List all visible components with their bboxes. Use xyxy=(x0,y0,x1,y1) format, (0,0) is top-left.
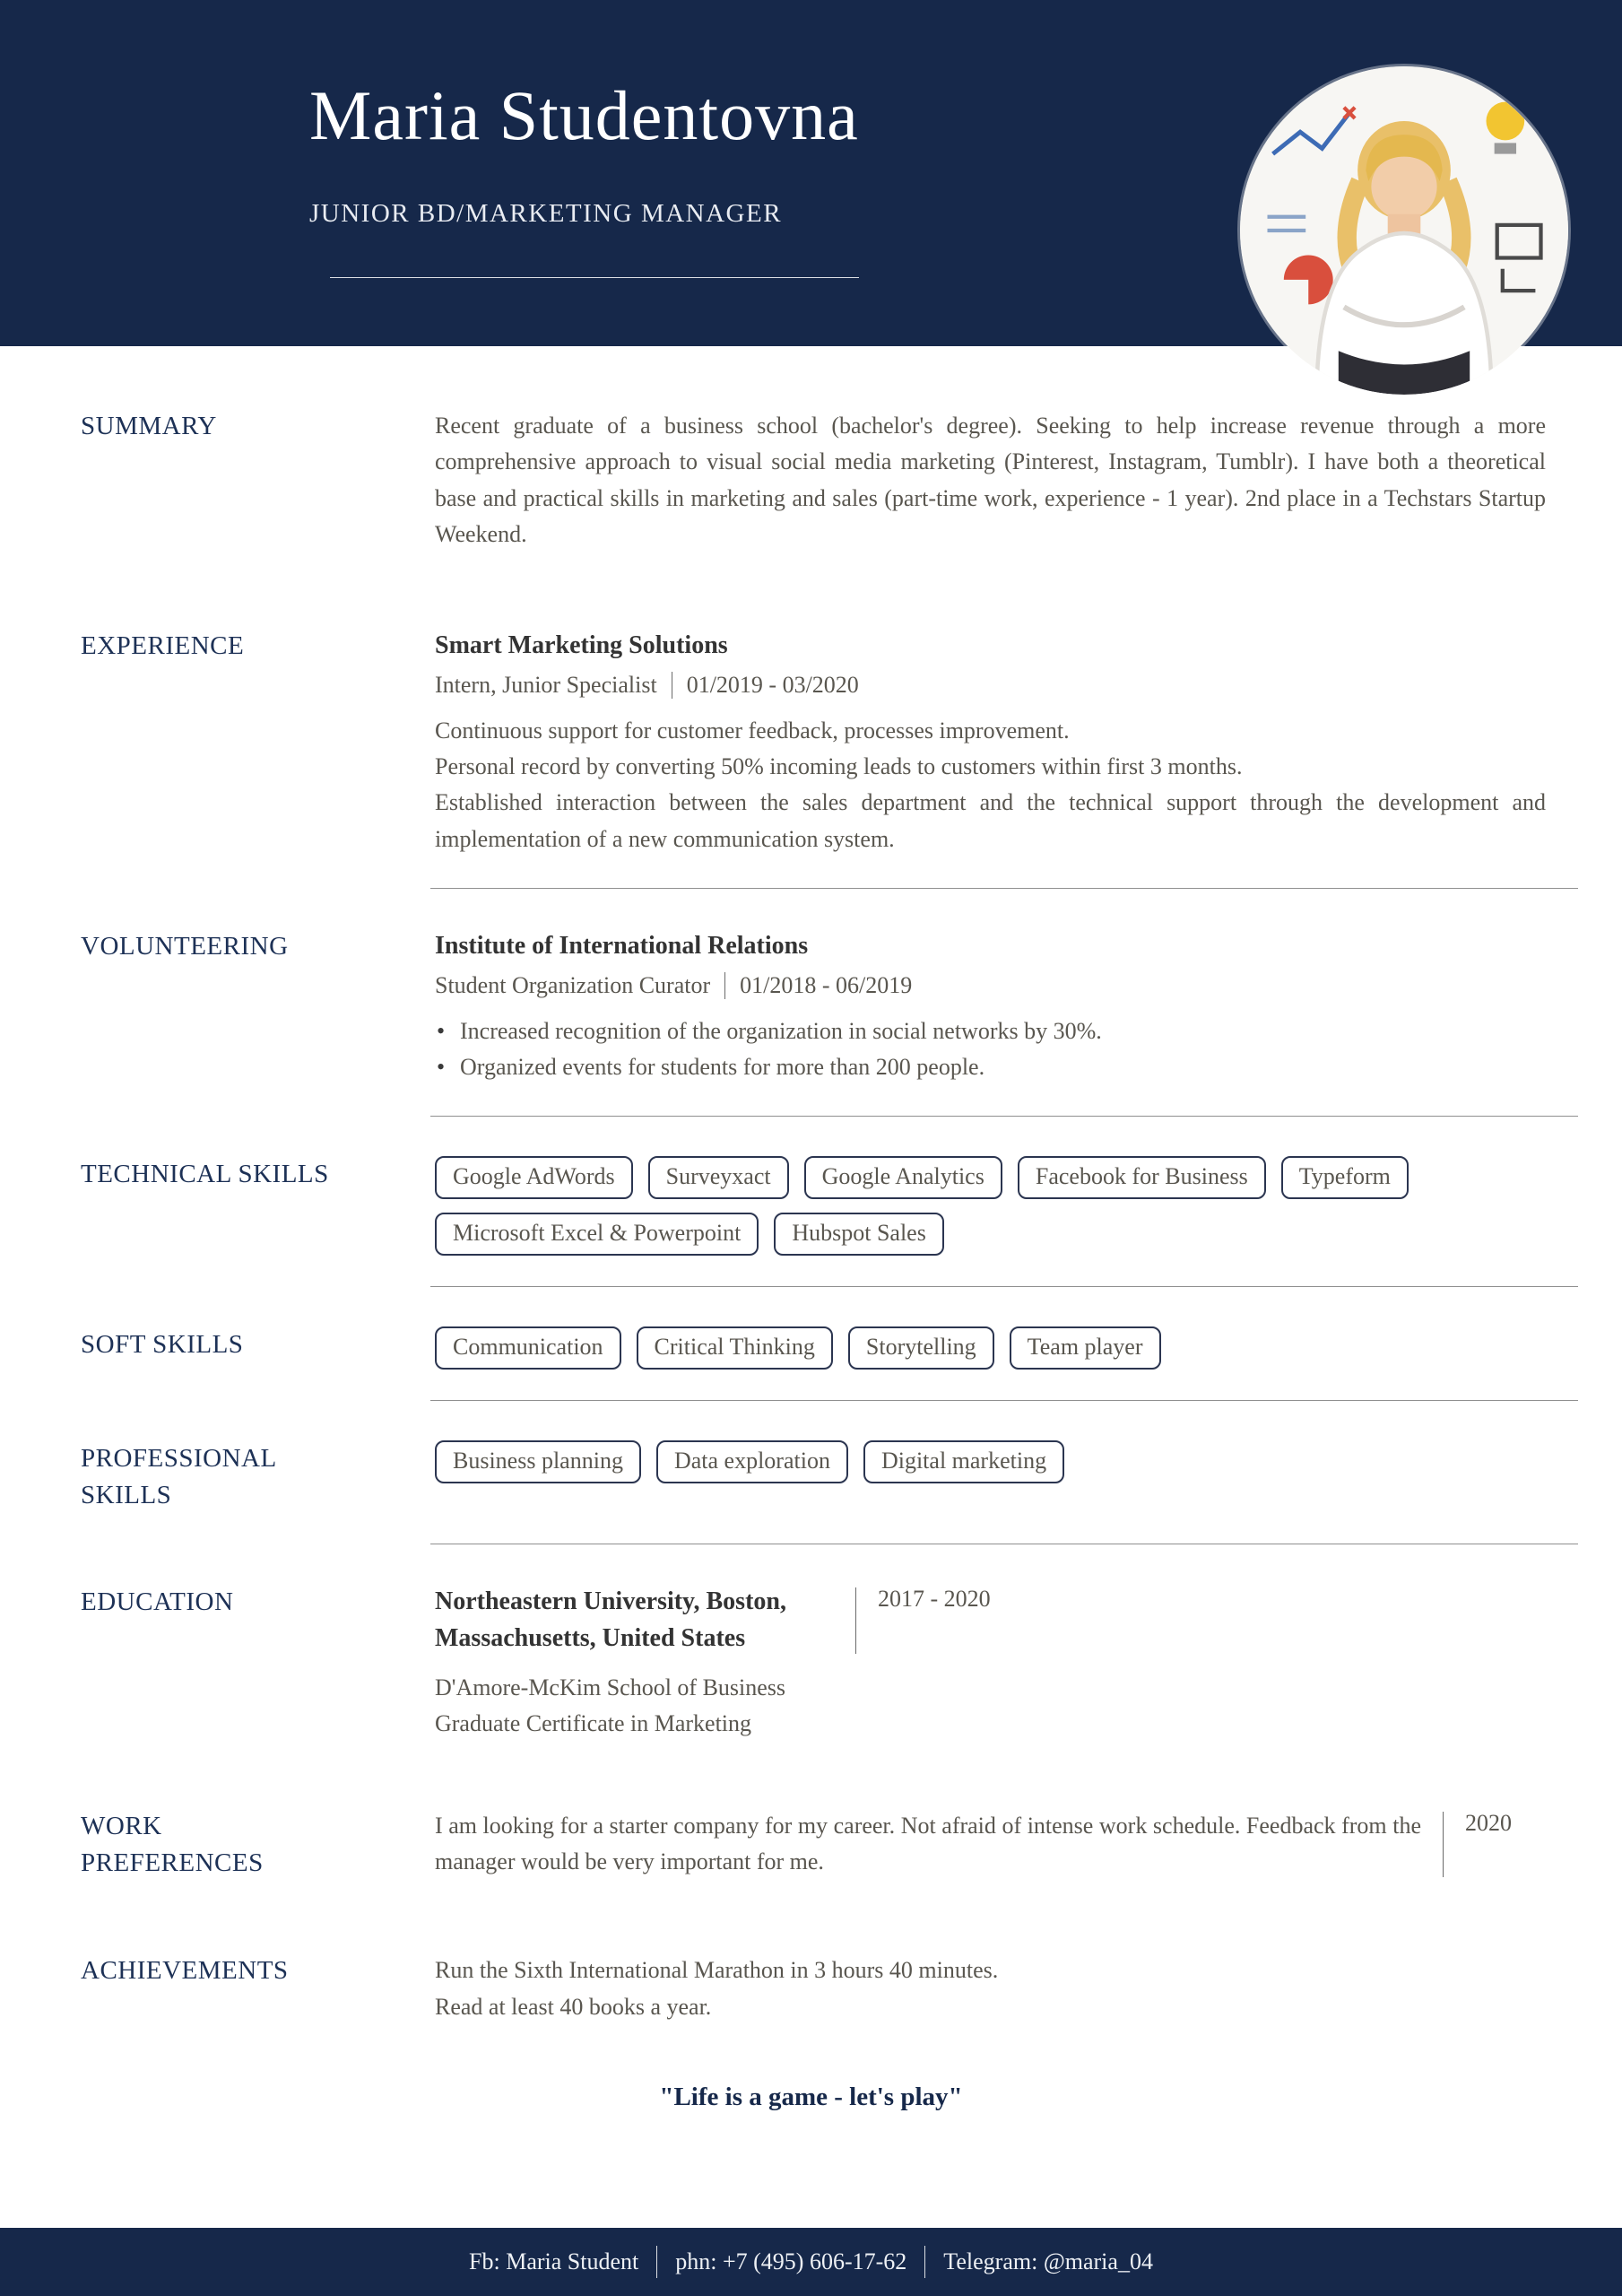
work-preferences-content xyxy=(435,1808,1546,1881)
skill-tag: Storytelling xyxy=(848,1326,994,1370)
education-label: EDUCATION xyxy=(81,1587,234,1617)
professional-skills-tags xyxy=(435,1440,1546,1513)
footer-facebook: Fb: Maria Student xyxy=(469,2248,639,2274)
experience-label: EXPERIENCE xyxy=(81,631,245,661)
volunteering-bullets xyxy=(435,1013,1546,1086)
section-divider xyxy=(430,888,1578,889)
work-preferences-label: WORK PREFERENCES xyxy=(81,1812,264,1877)
volunteering-content xyxy=(435,928,1546,1085)
separator-bar xyxy=(855,1587,856,1653)
section-achievements xyxy=(0,1952,1622,2025)
separator-bar xyxy=(656,2246,657,2278)
education-dates: 2017 - 2020 xyxy=(878,1586,991,1613)
volunteering-role: Student Organization Curator xyxy=(435,971,711,998)
skill-tag: Facebook for Business xyxy=(1018,1156,1266,1199)
candidate-name: Maria Studentovna xyxy=(309,76,859,154)
experience-description xyxy=(435,713,1546,857)
experience-role: Intern, Junior Specialist xyxy=(435,671,657,698)
skill-tag: Hubspot Sales xyxy=(774,1213,944,1256)
skill-tag: Team player xyxy=(1010,1326,1161,1370)
header xyxy=(0,0,1622,346)
personal-quote: "Life is a game - let's play" xyxy=(659,2082,963,2111)
work-preferences-text: I am looking for a starter company for my career. Not afraid of intense work schedule. Feedback from the manager would be very important for me. xyxy=(435,1813,1421,1875)
footer-telegram: Telegram: @maria_04 xyxy=(943,2248,1153,2274)
skill-tag: Surveyxact xyxy=(648,1156,789,1199)
institution-name: Northeastern University, Boston, Massachusetts, United States xyxy=(435,1587,786,1652)
section-summary xyxy=(0,408,1622,552)
header-underline xyxy=(330,277,859,278)
experience-line: Established interaction between the sales department and the technical support through the development and implementation of a new communication system. xyxy=(435,789,1546,852)
skill-tag: Typeform xyxy=(1281,1156,1409,1199)
experience-dates: 01/2019 - 03/2020 xyxy=(686,671,859,698)
achievements-content xyxy=(435,1952,1546,2025)
summary-label: SUMMARY xyxy=(81,412,217,440)
section-education xyxy=(0,1584,1622,1742)
technical-skills-label: TECHNICAL SKILLS xyxy=(81,1160,329,1189)
skill-tag: Google AdWords xyxy=(435,1156,633,1199)
job-title: JUNIOR BD/MARKETING MANAGER xyxy=(309,198,783,228)
footer-phone: phn: +7 (495) 606-17-62 xyxy=(675,2248,907,2274)
summary-content xyxy=(435,408,1546,552)
section-divider xyxy=(430,1400,1578,1401)
education-content xyxy=(435,1584,1546,1742)
work-preferences-year: 2020 xyxy=(1465,1810,1512,1837)
company-name: Smart Marketing Solutions xyxy=(435,631,728,660)
summary-text: Recent graduate of a business school (bachelor's degree). Seeking to help increase revenue through a more comprehensive approach to visual social media marketing (Pinterest, Instagram, Tumblr). I have both a theoretical base and practical skills in marketing and sales (part-time work, experience - 1 year). 2nd place in a Techstars Startup Weekend. xyxy=(435,413,1546,547)
organization-name: Institute of International Relations xyxy=(435,931,809,960)
section-technical-skills xyxy=(0,1156,1622,1256)
section-divider xyxy=(430,1116,1578,1117)
technical-skills-tags xyxy=(435,1156,1546,1256)
header-text xyxy=(309,77,859,278)
education-heading-line xyxy=(435,1584,1546,1657)
skill-tag: Data exploration xyxy=(656,1440,848,1483)
skill-tag: Critical Thinking xyxy=(637,1326,833,1370)
volunteering-label: VOLUNTEERING xyxy=(81,931,289,961)
section-soft-skills xyxy=(0,1326,1622,1370)
section-divider xyxy=(430,1286,1578,1287)
volunteering-role-line xyxy=(435,972,1546,999)
separator-bar xyxy=(924,2246,925,2278)
achievements-label: ACHIEVEMENTS xyxy=(81,1956,289,1986)
volunteering-dates: 01/2018 - 06/2019 xyxy=(740,971,913,998)
footer xyxy=(0,2228,1622,2296)
separator-bar xyxy=(1443,1812,1444,1877)
section-professional-skills xyxy=(0,1440,1622,1513)
professional-skills-label: PROFESSIONAL SKILLS xyxy=(81,1444,276,1509)
skill-tag: Business planning xyxy=(435,1440,641,1483)
soft-skills-label: SOFT SKILLS xyxy=(81,1330,244,1360)
education-detail: Graduate Certificate in Marketing xyxy=(435,1709,752,1736)
skill-tag: Communication xyxy=(435,1326,621,1370)
skill-tag: Microsoft Excel & Powerpoint xyxy=(435,1213,759,1256)
resume-body xyxy=(0,346,1622,2228)
soft-skills-tags xyxy=(435,1326,1546,1370)
work-preferences-line xyxy=(435,1808,1546,1881)
separator-bar xyxy=(724,972,725,999)
experience-content xyxy=(435,628,1546,857)
education-detail: D'Amore-McKim School of Business xyxy=(435,1674,786,1700)
skill-tag: Google Analytics xyxy=(804,1156,1002,1199)
section-volunteering xyxy=(0,928,1622,1085)
skill-tag: Digital marketing xyxy=(863,1440,1064,1483)
section-work-preferences xyxy=(0,1808,1622,1881)
section-experience xyxy=(0,628,1622,857)
bullet-item: • Organized events for students for more than 200 people. xyxy=(435,1049,1546,1085)
bullet-item: • Increased recognition of the organization in social networks by 30%. xyxy=(435,1013,1546,1049)
experience-role-line xyxy=(435,672,1546,699)
profile-photo xyxy=(1240,66,1568,395)
experience-line: Continuous support for customer feedback, processes improvement. xyxy=(435,717,1070,744)
achievement-line: Run the Sixth International Marathon in 3 hours 40 minutes. xyxy=(435,1957,999,1984)
achievement-line: Read at least 40 books a year. xyxy=(435,1993,712,2020)
education-details xyxy=(435,1670,1546,1743)
experience-line: Personal record by converting 50% incoming leads to customers within first 3 months. xyxy=(435,753,1243,780)
profile-photo-illustration xyxy=(1240,66,1568,395)
